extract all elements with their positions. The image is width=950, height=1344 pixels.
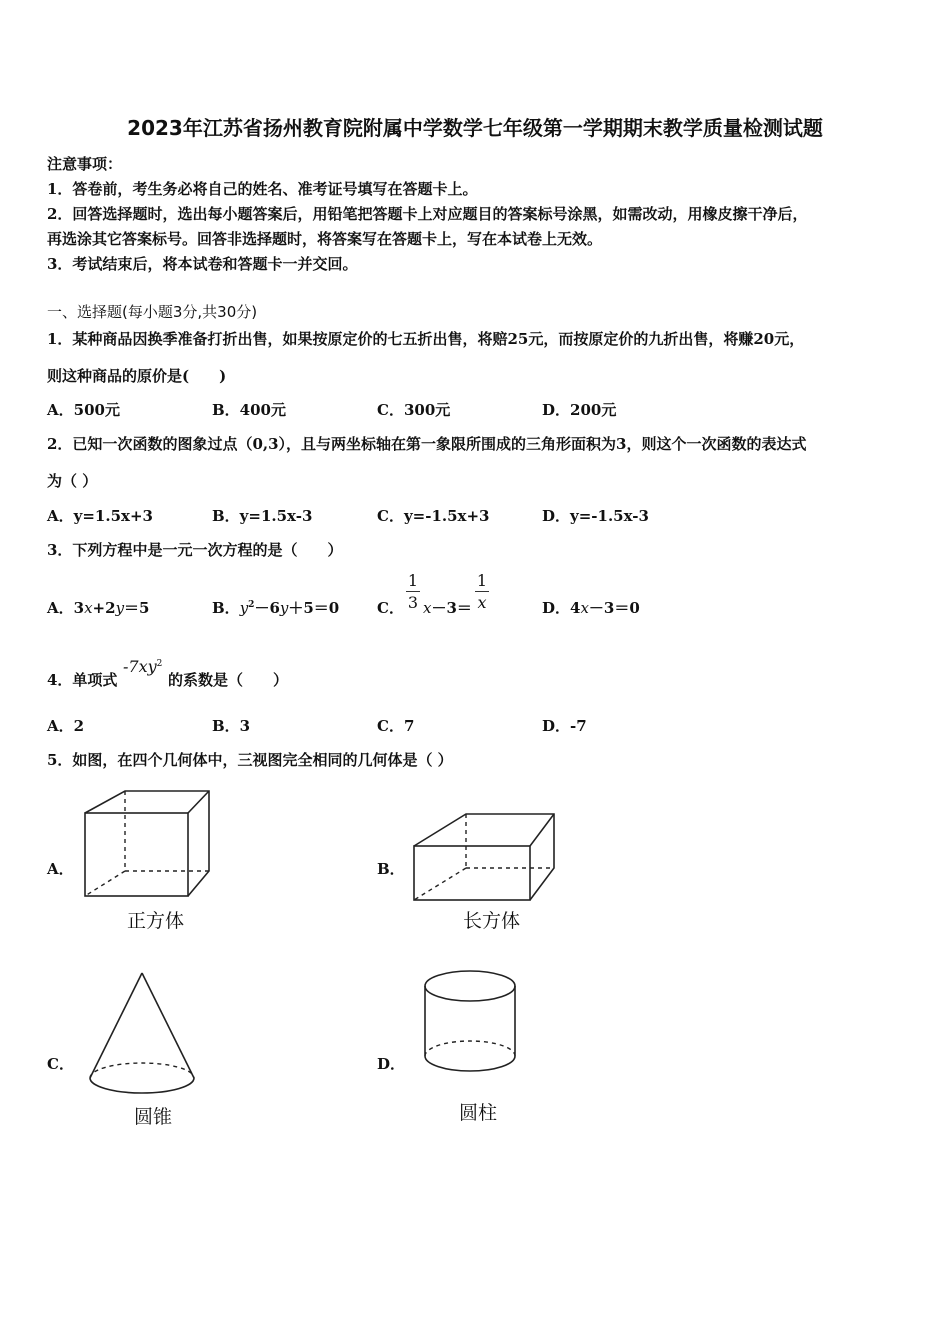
q3-option-d: D．4x－3＝0 [542, 599, 640, 617]
option-label: B． [212, 599, 240, 617]
q1-option-b: B．400元 [212, 401, 286, 419]
q4-option-d: D．-7 [542, 717, 587, 735]
cube-figure [80, 788, 220, 903]
notice-item: 2．回答选择题时，选出每小题答案后，用铅笔把答题卡上对应题目的答案标号涂黑，如需改动，用橡皮擦干净后， [47, 205, 808, 223]
option-tail: ＝5 [124, 599, 150, 617]
notice-item: 1．答卷前，考生务必将自己的姓名、准考证号填写在答题卡上。 [47, 180, 478, 198]
q3-option-c-label: C． [377, 599, 404, 617]
question-4-suffix: 的系数是（ ） [168, 671, 289, 689]
fraction-numerator: 1 [476, 571, 488, 590]
figure-caption-cone: 圆锥 [134, 1106, 173, 1128]
fraction-bar [475, 591, 489, 592]
option-tail: ＋5＝0 [288, 599, 340, 617]
cylinder-figure [418, 966, 523, 1101]
question-1-line-2: 则这种商品的原价是( ) [47, 367, 227, 385]
fraction-bar [406, 591, 420, 592]
q3-option-c-mid: x－3＝ [423, 599, 472, 617]
notice-item: 再选涂其它答案标号。回答非选择题时，将答案写在答题卡上，写在本试卷上无效。 [47, 230, 603, 248]
q1-option-c: C．300元 [377, 401, 451, 419]
q2-option-c: C．y=-1.5x+3 [377, 507, 490, 525]
notice-heading: 注意事项： [47, 155, 123, 173]
figure-caption-cylinder: 圆柱 [459, 1102, 498, 1124]
cuboid-figure [410, 810, 560, 905]
equation-part: －3＝ [431, 599, 472, 617]
q5-option-a-label: A． [47, 860, 74, 878]
option-tail: －3＝0 [588, 599, 640, 617]
q5-option-c-label: C． [47, 1055, 74, 1073]
q5-option-b-label: B． [377, 860, 405, 878]
fraction-denominator: 3 [407, 593, 419, 612]
monomial-expression: $-7xy^2$ [123, 657, 163, 676]
q2-option-d: D．y=-1.5x-3 [542, 507, 649, 525]
question-5-stem: 5．如图，在四个几何体中，三视图完全相同的几何体是（ ） [47, 751, 453, 769]
q3-option-a: A．3x+2y＝5 [47, 599, 150, 617]
question-2-line-2: 为（ ） [47, 472, 98, 490]
q2-option-b: B．y=1.5x-3 [212, 507, 313, 525]
figure-caption-cuboid: 长方体 [463, 910, 521, 932]
section-heading: 一、选择题(每小题3分,共30分) [47, 303, 258, 321]
question-3-stem: 3．下列方程中是一元一次方程的是（ ） [47, 541, 343, 559]
q1-option-d: D．200元 [542, 401, 617, 419]
q4-option-a: A．2 [47, 717, 85, 735]
q3-fraction-one-third [406, 571, 420, 612]
q2-option-a: A．y=1.5x+3 [47, 507, 153, 525]
figure-caption-cube: 正方体 [127, 910, 185, 932]
q5-option-d-label: D． [377, 1055, 406, 1073]
question-1-line-1: 1．某种商品因换季准备打折出售，如果按原定价的七五折出售，将赔25元，而按原定价的九折出售，将赚20元， [47, 330, 805, 348]
q3-option-b: B．$y^2-6y+5=0$ [212, 599, 340, 617]
q4-option-c: C．7 [377, 717, 415, 735]
cone-figure [85, 970, 200, 1100]
question-4-prefix: 4．单项式 [47, 671, 118, 689]
coefficient: -7 [123, 657, 139, 676]
fraction-numerator: 1 [407, 571, 419, 590]
q1-option-a: A．500元 [47, 401, 120, 419]
option-label: A． [47, 599, 74, 617]
q3-fraction-one-over-x [475, 571, 489, 612]
fraction-denominator: x [477, 593, 487, 612]
notice-item: 3．考试结束后，将本试卷和答题卡一并交回。 [47, 255, 358, 273]
option-label: D．4 [542, 599, 581, 617]
question-2-line-1: 2．已知一次函数的图象过点（0,3），且与两坐标轴在第一象限所围成的三角形面积为3，则这个一次函数的表达式 [47, 435, 807, 453]
q4-option-b: B．3 [212, 717, 251, 735]
page-title: 2023年江苏省扬州教育院附属中学数学七年级第一学期期末教学质量检测试题 [127, 116, 823, 140]
